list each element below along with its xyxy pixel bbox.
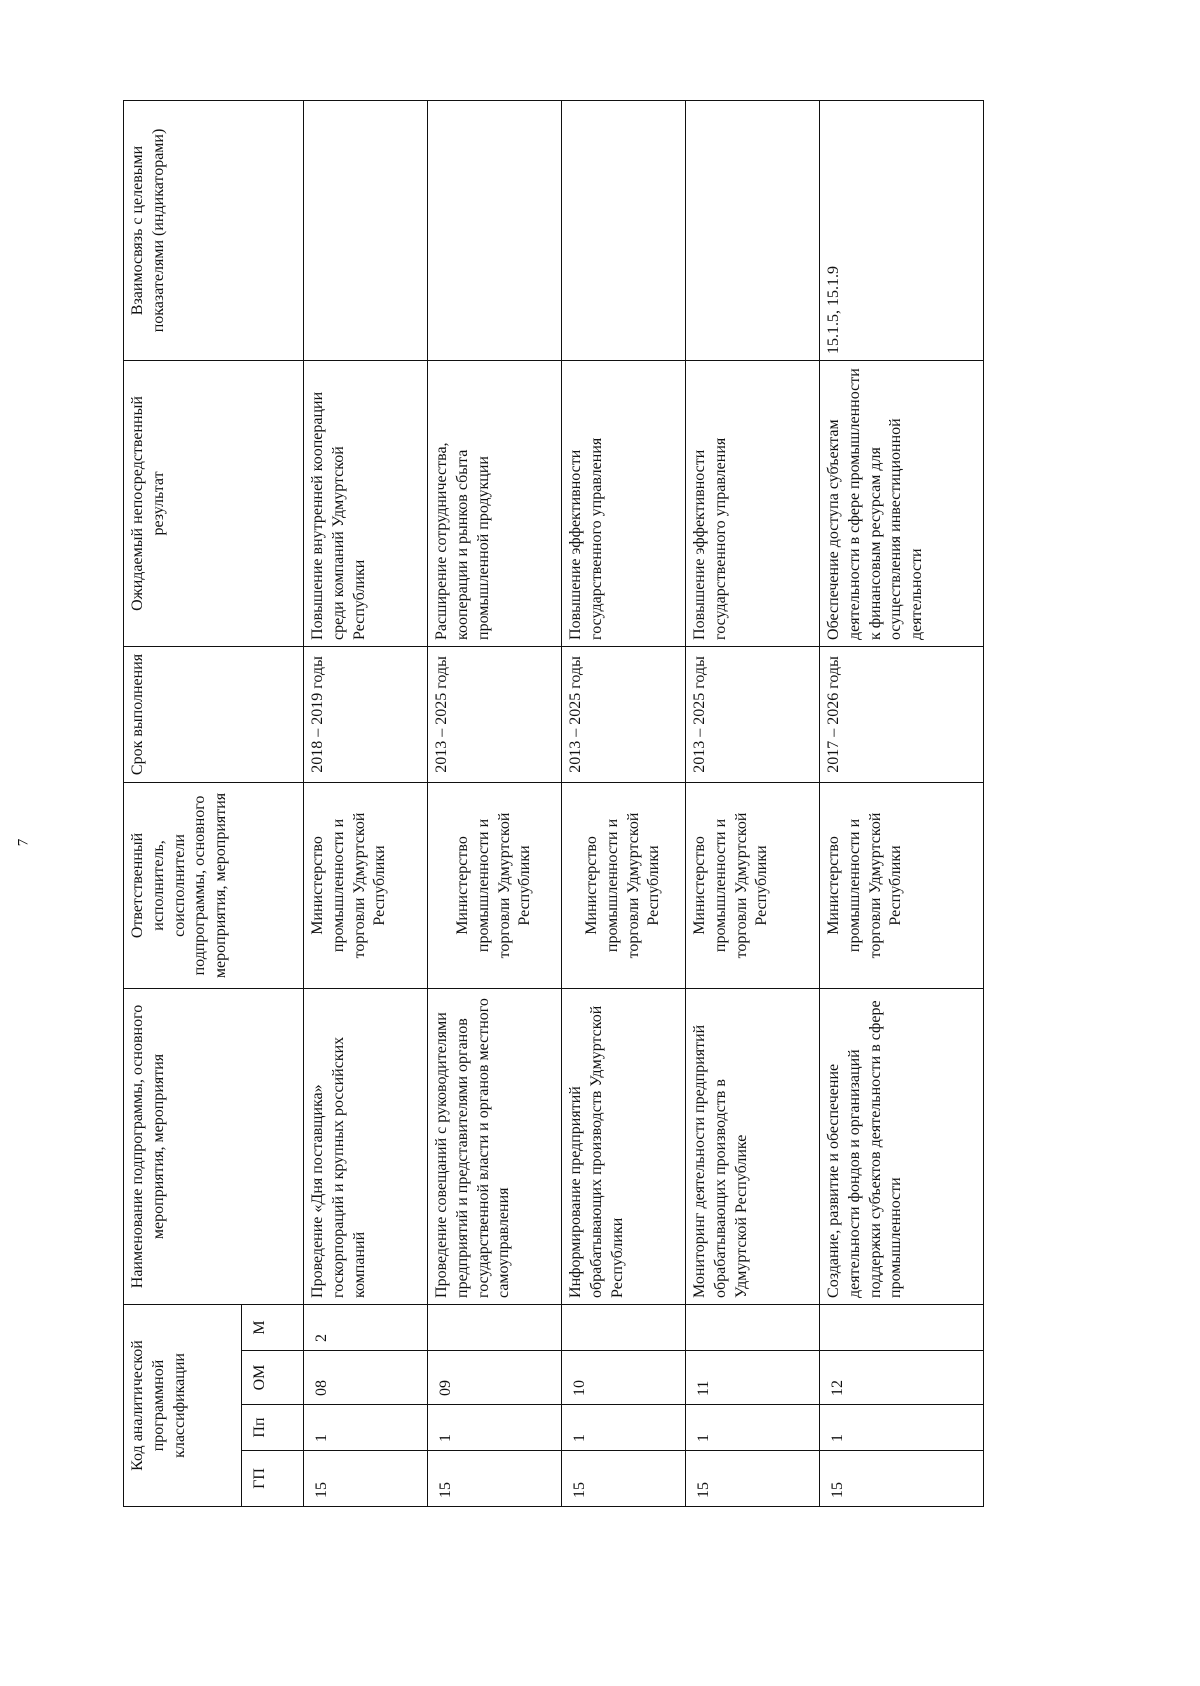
cell-term: 2013 – 2025 годы bbox=[428, 646, 562, 782]
header-indicators: Взаимосвязь с целевыми показателями (индикаторами) bbox=[124, 100, 304, 360]
cell-indicators bbox=[562, 100, 686, 360]
cell-name: Проведение «Дня поставщика» госкорпораций и крупных российских компаний bbox=[304, 988, 428, 1304]
table-row bbox=[686, 100, 820, 1506]
cell-gp: 15 bbox=[686, 1451, 820, 1507]
header-code-group: Код аналитической программной классификации bbox=[124, 1304, 242, 1506]
cell-om: 08 bbox=[304, 1351, 428, 1405]
cell-m bbox=[428, 1304, 562, 1350]
cell-gp: 15 bbox=[562, 1451, 686, 1507]
cell-pp: 1 bbox=[428, 1405, 562, 1451]
cell-om: 10 bbox=[562, 1351, 686, 1405]
cell-gp: 15 bbox=[820, 1451, 984, 1507]
cell-pp: 1 bbox=[562, 1405, 686, 1451]
cell-m bbox=[686, 1304, 820, 1350]
cell-om: 12 bbox=[820, 1351, 984, 1405]
header-result: Ожидаемый непосредственный результат bbox=[124, 360, 304, 646]
cell-pp: 1 bbox=[686, 1405, 820, 1451]
cell-result: Расширение сотрудничества, кооперации и рынков сбыта промышленной продукции bbox=[428, 360, 562, 646]
cell-pp: 1 bbox=[820, 1405, 984, 1451]
cell-indicators: 15.1.5, 15.1.9 bbox=[820, 100, 984, 360]
cell-term: 2018 – 2019 годы bbox=[304, 646, 428, 782]
cell-result: Обеспечение доступа субъектам деятельности в сфере промышленности к финансовым ресурсам для осуществления инвестиционной деятельности bbox=[820, 360, 984, 646]
cell-responsible: Министерство промышленности и торговли Удмуртской Республики bbox=[562, 782, 686, 988]
cell-name: Мониторинг деятельности предприятий обрабатывающих производств в Удмуртской Республике bbox=[686, 988, 820, 1304]
cell-indicators bbox=[428, 100, 562, 360]
table-row bbox=[562, 100, 686, 1506]
header-gp: ГП bbox=[242, 1451, 304, 1507]
cell-om: 09 bbox=[428, 1351, 562, 1405]
cell-responsible: Министерство промышленности и торговли Удмуртской Республики bbox=[686, 782, 820, 988]
cell-term: 2013 – 2025 годы bbox=[562, 646, 686, 782]
cell-indicators bbox=[686, 100, 820, 360]
cell-result: Повышение эффективности государственного управления bbox=[686, 360, 820, 646]
cell-responsible: Министерство промышленности и торговли Удмуртской Республики bbox=[304, 782, 428, 988]
cell-result: Повышение внутренней кооперации среди компаний Удмуртской Республики bbox=[304, 360, 428, 646]
cell-gp: 15 bbox=[304, 1451, 428, 1507]
cell-term: 2013 – 2025 годы bbox=[686, 646, 820, 782]
page-number: 7 bbox=[15, 838, 32, 847]
header-om: ОМ bbox=[242, 1351, 304, 1405]
table-row bbox=[820, 100, 984, 1506]
cell-name: Проведение совещаний с руководителями предприятий и представителями органов государственной власти и органов местного самоуправления bbox=[428, 988, 562, 1304]
program-table bbox=[123, 100, 984, 1507]
cell-responsible: Министерство промышленности и торговли Удмуртской Республики bbox=[820, 782, 984, 988]
cell-responsible: Министерство промышленности и торговли Удмуртской Республики bbox=[428, 782, 562, 988]
header-name: Наименование подпрограммы, основного мероприятия, мероприятия bbox=[124, 988, 304, 1304]
cell-name: Создание, развитие и обеспечение деятельности фондов и организаций поддержки субъектов деятельности в сфере промышленности bbox=[820, 988, 984, 1304]
cell-indicators bbox=[304, 100, 428, 360]
header-pp: Пп bbox=[242, 1405, 304, 1451]
table-row bbox=[428, 100, 562, 1506]
header-responsible: Ответственный исполнитель, соисполнители подпрограммы, основного мероприятия, мероприятия bbox=[124, 782, 304, 988]
header-m: М bbox=[242, 1304, 304, 1350]
cell-name: Информирование предприятий обрабатывающих производств Удмуртской Республики bbox=[562, 988, 686, 1304]
cell-m bbox=[562, 1304, 686, 1350]
cell-gp: 15 bbox=[428, 1451, 562, 1507]
cell-m bbox=[820, 1304, 984, 1350]
cell-om: 11 bbox=[686, 1351, 820, 1405]
cell-term: 2017 – 2026 годы bbox=[820, 646, 984, 782]
table-row bbox=[304, 100, 428, 1506]
rotated-table-container bbox=[123, 101, 983, 1507]
cell-m: 2 bbox=[304, 1304, 428, 1350]
cell-result: Повышение эффективности государственного управления bbox=[562, 360, 686, 646]
cell-pp: 1 bbox=[304, 1405, 428, 1451]
header-term: Срок выполнения bbox=[124, 646, 304, 782]
